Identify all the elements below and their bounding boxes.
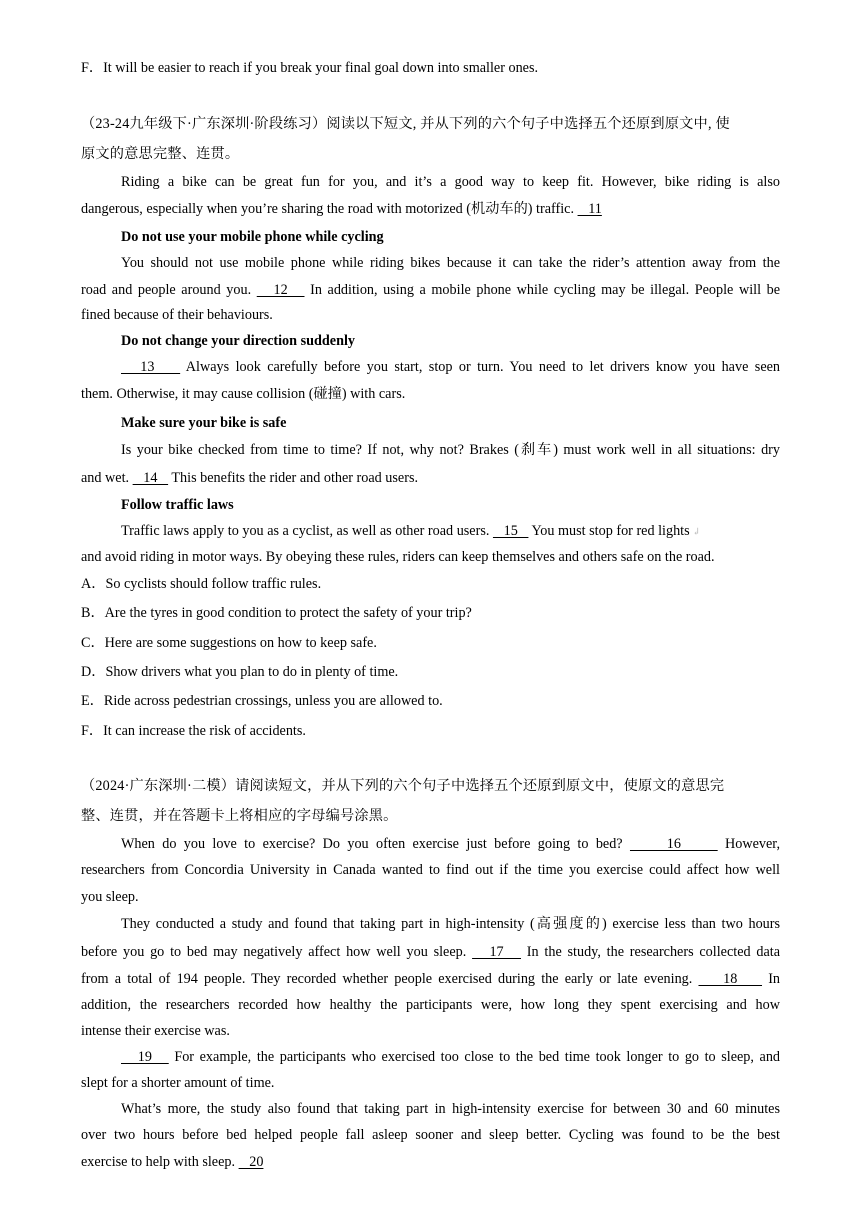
section2-instructions-cont: 整、连贯，并在答题卡上将相应的字母编号涂黑。 <box>81 808 398 824</box>
s2-paragraph-2-line3: from a total of 194 people. They recorded whether people exercised during the early or late evening. 18 In <box>81 971 781 987</box>
blank-17[interactable]: 17 <box>472 944 521 960</box>
blank-20[interactable]: 20 <box>238 1154 264 1170</box>
option-d[interactable]: D．Show drivers what you plan to do in plenty of time. <box>81 664 399 680</box>
s2-paragraph-2-line5: intense their exercise was. <box>81 1023 230 1039</box>
blank-14[interactable]: 14 <box>132 470 169 486</box>
s1-paragraph-2-line3: fined because of their behaviours. <box>81 307 273 323</box>
s2-paragraph-1-line1: When do you love to exercise? Do you often exercise just before going to bed? 16 However, <box>121 836 781 852</box>
s1-paragraph-3-line2: them. Otherwise, it may cause collision (碰撞) with cars. <box>81 386 406 402</box>
s1-paragraph-3-line1: 13 Always look carefully before you start, stop or turn. You need to let drivers know you have seen <box>121 359 781 375</box>
option-b[interactable]: B．Are the tyres in good condition to protect the safety of your trip? <box>81 605 472 621</box>
s2-paragraph-4-line1: What’s more, the study also found that taking part in high-intensity exercise for between 30 and 60 minutes <box>121 1101 780 1117</box>
s2-paragraph-2-line1: They conducted a study and found that taking part in high-intensity (高强度的) exercise less than two hours <box>121 916 780 932</box>
option-f[interactable]: F．It can increase the risk of accidents. <box>81 723 306 739</box>
heading-traffic-laws: Follow traffic laws <box>121 497 234 513</box>
blank-12[interactable]: 12 <box>256 282 305 298</box>
s2-paragraph-4-line2: over two hours before bed helped people fall asleep sooner and sleep better. Cycling was found to be the best <box>81 1127 780 1143</box>
s2-paragraph-2-line4: addition, the researchers recorded how healthy the participants were, how long they spent exercising and how <box>81 997 780 1013</box>
section1-instructions-cont: 原文的意思完整、连贯。 <box>81 146 240 162</box>
s2-paragraph-1-line3: you sleep. <box>81 889 139 905</box>
s1-paragraph-2-line1: You should not use mobile phone while riding bikes because it can take the rider’s attention away from the <box>121 255 780 271</box>
heading-mobile-phone: Do not use your mobile phone while cycling <box>121 229 384 245</box>
section1-instructions: （23-24九年级下·广东深圳·阶段练习）阅读以下短文, 并从下列的六个句子中选择五个还原到原文中, 使 <box>81 116 730 132</box>
s1-paragraph-1-line1: Riding a bike can be great fun for you, and it’s a good way to keep fit. However, bike riding is also <box>121 174 780 190</box>
option-a[interactable]: A．So cyclists should follow traffic rules. <box>81 576 322 592</box>
heading-direction: Do not change your direction suddenly <box>121 333 355 349</box>
blank-19[interactable]: 19 <box>121 1049 169 1065</box>
s1-paragraph-4-line2: and wet. 14 This benefits the rider and other road users. <box>81 470 419 486</box>
blank-16[interactable]: 16 <box>629 836 718 852</box>
option-c[interactable]: C．Here are some suggestions on how to keep safe. <box>81 635 377 651</box>
s2-paragraph-2-line2: before you go to bed may negatively affect how well you sleep. 17 In the study, the researchers collected data <box>81 944 781 960</box>
s2-paragraph-3-line1: 19 For example, the participants who exercised too close to the bed time took longer to go to sleep, and <box>121 1049 781 1065</box>
s1-paragraph-2-line2: road and people around you. 12 In addition, using a mobile phone while cycling may be illegal. People will be <box>81 282 781 298</box>
s2-paragraph-1-line2: researchers from Concordia University in Canada wanted to find out if the time you exercise could affect how well <box>81 862 780 878</box>
s2-paragraph-3-line2: slept for a shorter amount of time. <box>81 1075 275 1091</box>
s1-paragraph-5-line1: Traffic laws apply to you as a cyclist, as well as other road users. 15 You must stop for red lights ↲ <box>121 523 701 539</box>
s1-paragraph-4-line1: Is your bike checked from time to time? If not, why not? Brakes (刹车) must work well in all situations: dry <box>121 442 780 458</box>
s1-paragraph-1-line2: dangerous, especially when you’re sharing the road with motorized (机动车的) traffic. 11 <box>81 201 602 217</box>
section2-instructions: （2024·广东深圳·二模）请阅读短文，并从下列的六个句子中选择五个还原到原文中，使原文的意思完 <box>81 778 725 794</box>
s2-paragraph-4-line3: exercise to help with sleep. 20 <box>81 1154 264 1170</box>
blank-13[interactable]: 13 <box>121 359 181 375</box>
blank-18[interactable]: 18 <box>698 971 763 987</box>
end-mark: ↲ <box>689 527 701 538</box>
blank-15[interactable]: 15 <box>492 523 529 539</box>
heading-bike-safe: Make sure your bike is safe <box>121 415 287 431</box>
s1-paragraph-5-line2: and avoid riding in motor ways. By obeying these rules, riders can keep themselves and others safe on the road. <box>81 549 715 565</box>
previous-option-f: F．It will be easier to reach if you break your final goal down into smaller ones. <box>81 60 539 76</box>
option-e[interactable]: E．Ride across pedestrian crossings, unless you are allowed to. <box>81 693 443 709</box>
blank-11[interactable]: 11 <box>577 201 602 217</box>
